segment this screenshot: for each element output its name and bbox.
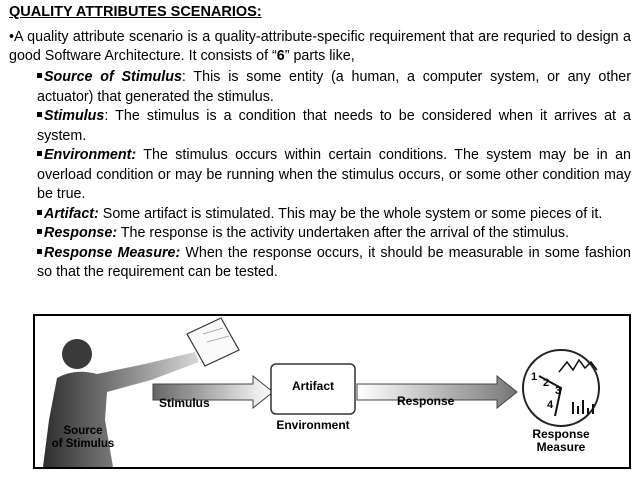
clock-number: 1 bbox=[531, 371, 538, 383]
part-term: Artifact: bbox=[44, 205, 99, 222]
intro-text: A quality attribute scenario is a quality-attribute-specific requirement that are requried to design a good Software Architecture. It consists of “ bbox=[9, 29, 631, 64]
square-bullet-icon bbox=[37, 112, 42, 117]
intro-text-end: ” parts like, bbox=[284, 48, 355, 64]
clock-number: 4 bbox=[547, 399, 554, 411]
part-term: Response: bbox=[44, 225, 118, 241]
response-label: Response bbox=[397, 394, 455, 408]
part-text: The response is the activity undertaken after the arrival of the stimulus. bbox=[117, 225, 569, 241]
part-term: Source of Stimulus bbox=[44, 69, 182, 85]
list-item bbox=[37, 146, 631, 205]
list-item bbox=[37, 68, 631, 107]
part-text: The stimulus is a condition that needs to be considered when it arrives at a system. bbox=[37, 108, 631, 144]
part-term: Response Measure: bbox=[44, 244, 181, 261]
source-label-line2: of Stimulus bbox=[51, 438, 115, 450]
list-item bbox=[37, 244, 631, 283]
part-text: When the response occurs, it should be measurable in some fashion so that the requirement can be tested. bbox=[37, 244, 631, 280]
intro-count: 6 bbox=[276, 48, 285, 64]
artifact-label: Artifact bbox=[291, 379, 335, 393]
scenario-diagram-svg bbox=[35, 316, 629, 467]
part-term: Environment: bbox=[44, 147, 137, 163]
stimulus-label: Stimulus bbox=[159, 396, 210, 410]
clock-number: 2 bbox=[543, 377, 550, 389]
intro-paragraph bbox=[9, 28, 631, 66]
square-bullet-icon bbox=[37, 229, 42, 234]
square-bullet-icon bbox=[37, 210, 42, 215]
parts-list bbox=[37, 68, 631, 283]
clock-number: 3 bbox=[555, 385, 562, 397]
list-item bbox=[37, 224, 631, 244]
environment-label: Environment bbox=[276, 418, 350, 432]
square-bullet-icon bbox=[37, 73, 42, 78]
part-text: This is some entity (a human, a computer system, or any other actuator) that generated the stimulus. bbox=[37, 69, 632, 105]
part-term: Stimulus bbox=[44, 108, 105, 124]
part-text: The stimulus occurs within certain conditions. The system may be in an overload condition or may be running when the stimulus occurs, or some other condition may be true. bbox=[37, 147, 631, 202]
part-sep: : bbox=[181, 69, 186, 85]
measure-label-line2: Measure bbox=[536, 440, 586, 454]
list-item bbox=[37, 205, 631, 225]
intro-bullet: • bbox=[9, 29, 15, 45]
slide-title: QUALITY ATTRIBUTES SCENARIOS: bbox=[9, 4, 262, 20]
part-sep: : bbox=[104, 108, 109, 124]
scenario-diagram bbox=[33, 314, 631, 469]
source-label-line1: Source bbox=[63, 425, 103, 437]
square-bullet-icon bbox=[37, 151, 42, 156]
square-bullet-icon bbox=[37, 249, 42, 254]
measure-label-line1: Response bbox=[532, 427, 590, 441]
part-text: Some artifact is stimulated. This may be the whole system or some pieces of it. bbox=[98, 205, 603, 222]
list-item bbox=[37, 107, 631, 146]
